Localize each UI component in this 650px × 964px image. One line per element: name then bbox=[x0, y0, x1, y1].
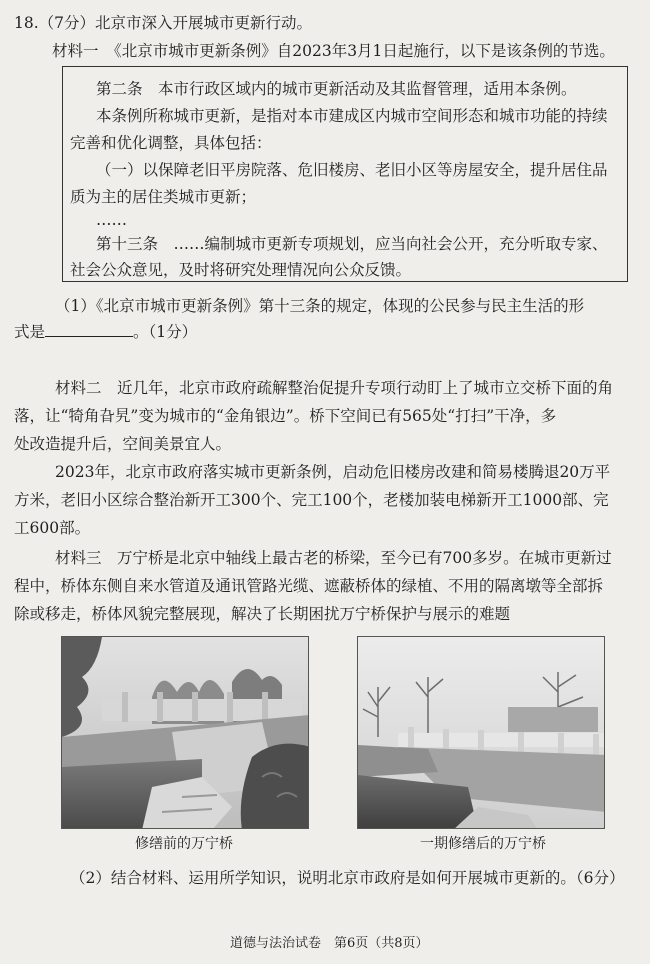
before-caption: 修缮前的万宁桥 bbox=[135, 836, 233, 852]
material-one-intro: 材料一 《北京市城市更新条例》自2023年3月1日起施行，以下是该条例的节选。 bbox=[52, 42, 615, 60]
material-two-line: 处改造提升后，空间美景宜人。 bbox=[14, 435, 232, 453]
excerpt-line: 第二条 本市行政区域内的城市更新活动及其监督管理，适用本条例。 bbox=[96, 80, 577, 98]
excerpt-line: 社会公众意见，及时将研究处理情况向公众反馈。 bbox=[70, 261, 412, 279]
excerpt-line: …… bbox=[96, 211, 127, 229]
material-three-line: 除或移走，桥体风貌完整展现，解决了长期困扰万宁桥保护与展示的难题 bbox=[14, 605, 511, 623]
bridge-after-photo bbox=[357, 636, 605, 829]
excerpt-line: 第十三条 ……编制城市更新专项规划，应当向社会公开，充分听取专家、 bbox=[96, 235, 608, 253]
after-caption: 一期修缮后的万宁桥 bbox=[420, 836, 546, 852]
excerpt-line: 完善和优化调整，具体包括： bbox=[70, 134, 272, 152]
material-two-line: 工600部。 bbox=[14, 519, 91, 537]
material-two-line: 落，让“犄角旮旯”变为城市的“金角银边”。桥下空间已有565处“打扫”干净，多 bbox=[14, 407, 557, 425]
sub-question-1-answer-line bbox=[14, 322, 197, 342]
sub-question-2: （2）结合材料、运用所学知识，说明北京市政府是如何开展城市更新的。（6分） bbox=[70, 869, 625, 887]
material-two-line: 2023年，北京市政府落实城市更新条例，启动危旧楼房改建和简易楼腾退20万平 bbox=[55, 463, 611, 481]
material-three-line: 材料三 万宁桥是北京中轴线上最古老的桥梁，至今已有700多岁。在城市更新过 bbox=[55, 549, 612, 567]
answer-blank[interactable] bbox=[45, 322, 133, 337]
material-three-line: 程中，桥体东侧自来水管道及通讯管路光缆、遮蔽桥体的绿植、不用的隔离墩等全部拆 bbox=[14, 577, 604, 595]
excerpt-line: 质为主的居住类城市更新； bbox=[70, 188, 257, 206]
sub-question-1-score: 。（1分） bbox=[133, 323, 198, 341]
material-two-line: 材料二 近几年，北京市政府疏解整治促提升专项行动盯上了城市立交桥下面的角 bbox=[55, 379, 614, 397]
material-two-line: 方米，老旧小区综合整治新开工300个、完工100个，老楼加装电梯新开工1000部、完 bbox=[14, 491, 609, 509]
bridge-before-photo bbox=[61, 636, 309, 829]
question-header: 18.（7分）北京市深入开展城市更新行动。 bbox=[14, 14, 313, 32]
page-footer: 道德与法治试卷 第6页（共8页） bbox=[230, 936, 429, 951]
excerpt-line: 本条例所称城市更新，是指对本市建成区内城市空间形态和城市功能的持续 bbox=[96, 107, 608, 125]
sub-question-1: （1）《北京市城市更新条例》第十三条的规定，体现的公民参与民主生活的形 bbox=[55, 297, 585, 315]
excerpt-line: （一）以保障老旧平房院落、危旧楼房、老旧小区等房屋安全，提升居住品 bbox=[96, 161, 608, 179]
sub-question-1-lead: 式是 bbox=[14, 323, 46, 341]
